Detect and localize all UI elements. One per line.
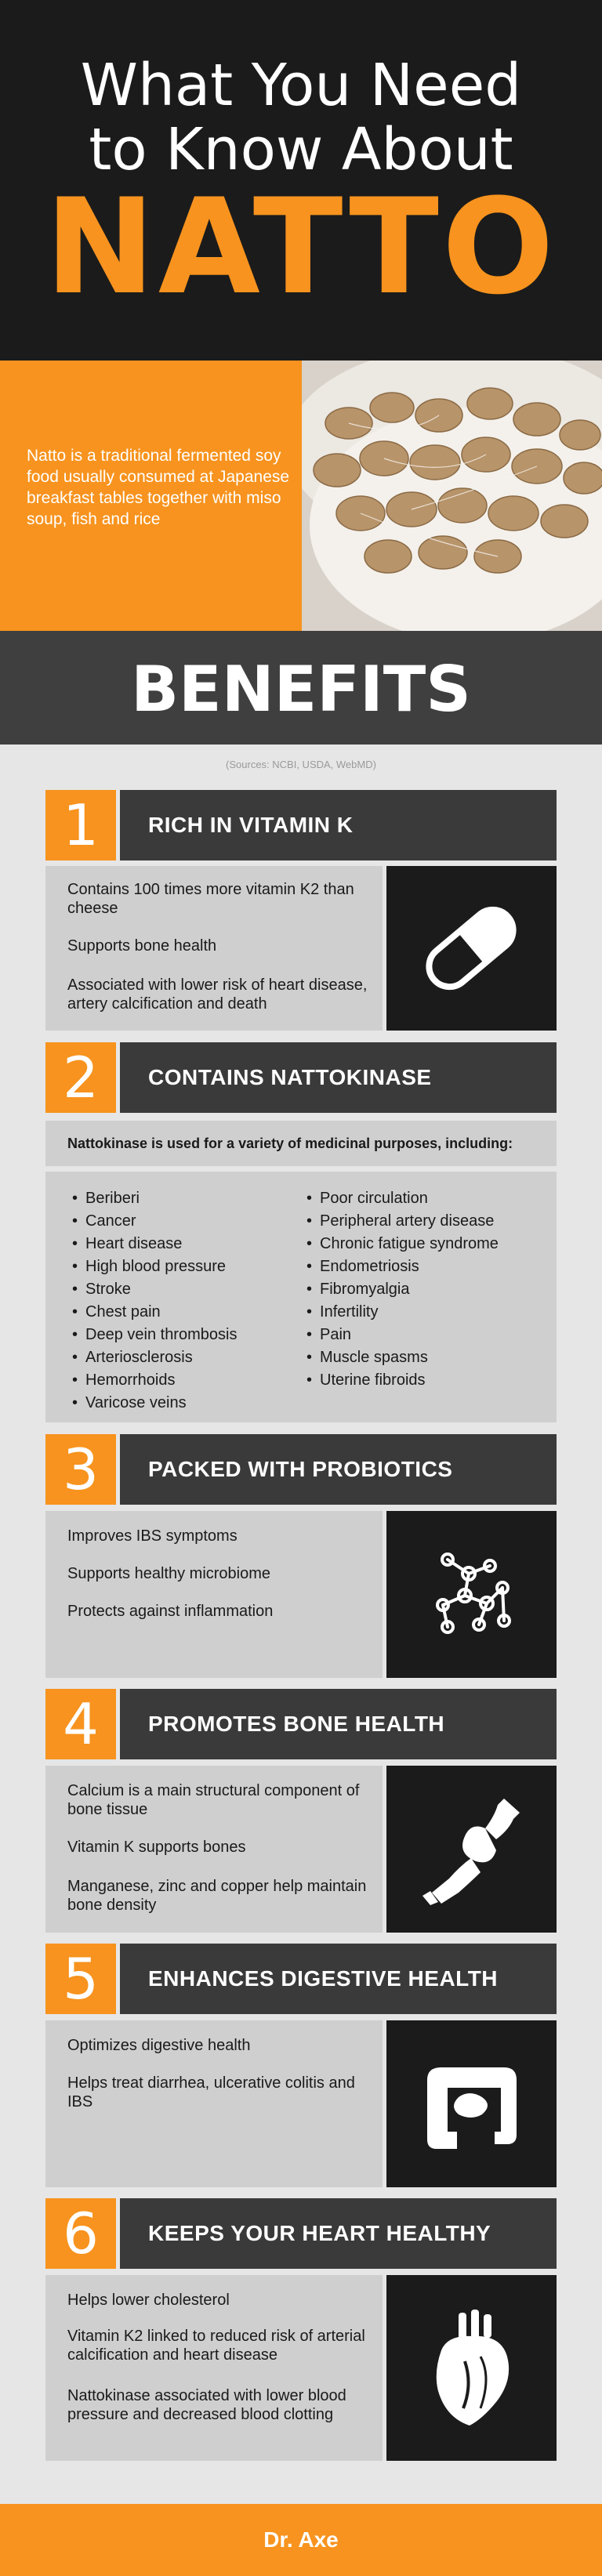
title-natto: NATTO [45, 170, 557, 324]
section-5-icon-box [386, 2020, 557, 2187]
title-line-2: to Know About [89, 116, 513, 183]
section-6-item-1: Helps lower cholesterol [67, 2292, 230, 2309]
section-6-panel [45, 2275, 383, 2461]
condition-item: • Cancer [72, 1210, 237, 1233]
section-4-panel [45, 1766, 383, 1933]
section-4-item-1: Calcium is a main structural component of bone tissue [67, 1782, 360, 1818]
section-4-title: PROMOTES BONE HEALTH [148, 1712, 445, 1736]
section-2-conditions-list [45, 1172, 557, 1422]
intestine-icon [386, 2020, 557, 2187]
section-6-title: KEEPS YOUR HEART HEALTHY [148, 2221, 491, 2245]
section-4-icon-box [386, 1766, 557, 1933]
capsule-icon [386, 866, 557, 1031]
condition-item: • Poor circulation [306, 1187, 499, 1210]
section-5-number: 5 [45, 1944, 116, 2014]
section-2-number: 2 [45, 1042, 116, 1113]
benefits-title: BENEFITS [131, 653, 471, 726]
section-6-item-3: Nattokinase associated with lower blood pressure and decreased blood clotting [67, 2387, 346, 2423]
condition-item: • Deep vein thrombosis [72, 1324, 237, 1346]
section-1-panel [45, 866, 383, 1031]
footer-brand-bar [0, 2504, 602, 2576]
title-line-1: What You Need [80, 52, 522, 119]
condition-item: • Muscle spasms [306, 1346, 499, 1369]
bone-joint-icon [386, 1766, 557, 1933]
condition-item: • Heart disease [72, 1233, 237, 1255]
conditions-right-column [306, 1187, 499, 1392]
condition-item: • Chronic fatigue syndrome [306, 1233, 499, 1255]
section-2-title: CONTAINS NATTOKINASE [148, 1065, 432, 1089]
condition-item: • Chest pain [72, 1301, 237, 1324]
benefits-banner [0, 631, 602, 745]
section-4-number: 4 [45, 1689, 116, 1759]
section-3-number: 3 [45, 1434, 116, 1505]
section-5-title: ENHANCES DIGESTIVE HEALTH [148, 1966, 499, 1991]
section-1-number: 1 [45, 790, 116, 860]
section-1-title-bar [120, 790, 557, 860]
section-4-title-bar [120, 1689, 557, 1759]
intro-text-panel [0, 360, 302, 631]
section-5-panel [45, 2020, 383, 2187]
intro-text: Natto is a traditional fermented soy food usually consumed at Japanese breakfast tables together with miso soup, fish and rice [27, 447, 290, 528]
section-1-icon-box [386, 866, 557, 1031]
title-header [0, 0, 602, 360]
condition-item: • Peripheral artery disease [306, 1210, 499, 1233]
section-1-item-1: Contains 100 times more vitamin K2 than cheese [67, 881, 354, 917]
section-2-title-bar [120, 1042, 557, 1113]
section-2-lead-text: Nattokinase is used for a variety of medicinal purposes, including: [67, 1136, 513, 1151]
condition-item: • Stroke [72, 1278, 237, 1301]
section-5-item-1: Optimizes digestive health [67, 2037, 251, 2054]
section-5-item-2: Helps treat diarrhea, ulcerative colitis and IBS [67, 2074, 355, 2110]
natto-beans-image [302, 360, 602, 631]
section-1-item-3: Associated with lower risk of heart disease, artery calcification and death [67, 976, 368, 1013]
sources-note: (Sources: NCBI, USDA, WebMD) [226, 759, 376, 770]
condition-item: • Fibromyalgia [306, 1278, 499, 1301]
intro-section [0, 360, 602, 631]
section-1-title: RICH IN VITAMIN K [148, 813, 354, 837]
section-6-title-bar [120, 2198, 557, 2269]
bacteria-icon [386, 1511, 557, 1678]
section-4-item-2: Vitamin K supports bones [67, 1839, 246, 1856]
conditions-left-column [72, 1187, 237, 1415]
natto-photo [302, 360, 602, 631]
condition-item: • Beriberi [72, 1187, 237, 1210]
condition-item: • Hemorrhoids [72, 1369, 237, 1392]
section-3-title-bar [120, 1434, 557, 1505]
section-4-item-3: Manganese, zinc and copper help maintain bone density [67, 1878, 367, 1914]
condition-item: • Arteriosclerosis [72, 1346, 237, 1369]
section-3-item-2: Supports healthy microbiome [67, 1565, 271, 1582]
condition-item: • Pain [306, 1324, 499, 1346]
section-3-icon-box [386, 1511, 557, 1678]
brand-logo: Dr. Axe [263, 2527, 339, 2552]
section-2-lead [45, 1121, 557, 1166]
section-5-title-bar [120, 1944, 557, 2014]
section-6-item-2: Vitamin K2 linked to reduced risk of arterial calcification and heart disease [67, 2328, 365, 2364]
section-3-item-3: Protects against inflammation [67, 1603, 274, 1620]
section-6-icon-box [386, 2275, 557, 2461]
condition-item: • Infertility [306, 1301, 499, 1324]
heart-icon [386, 2275, 557, 2461]
section-3-item-1: Improves IBS symptoms [67, 1527, 238, 1545]
condition-item: • Uterine fibroids [306, 1369, 499, 1392]
condition-item: • High blood pressure [72, 1255, 237, 1278]
section-3-title: PACKED WITH PROBIOTICS [148, 1457, 453, 1481]
condition-item: • Varicose veins [72, 1392, 237, 1415]
section-6-number: 6 [45, 2198, 116, 2269]
condition-item: • Endometriosis [306, 1255, 499, 1278]
section-3-panel [45, 1511, 383, 1678]
section-1-item-2: Supports bone health [67, 937, 217, 955]
